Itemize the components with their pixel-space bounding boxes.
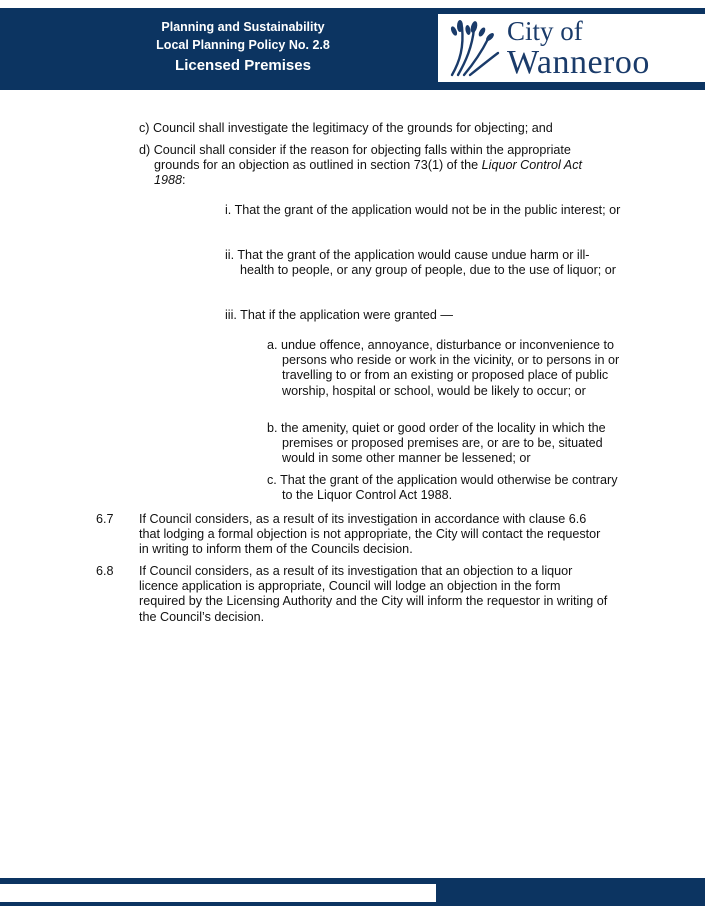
city-logo [438, 14, 705, 82]
item-d-act-title: Liquor Control Act 1988 [154, 158, 582, 188]
alpha-item-b: b. the amenity, quiet or good order of the locality in which the premises or proposed premises are, or are to be, situated would in some other manner be lessened; or [267, 421, 606, 466]
header-department: Planning and Sustainability [161, 20, 325, 34]
roman-item-iii: iii. That if the application were granted — [225, 308, 453, 322]
item-d-text: d) Council shall consider if the reason for objecting falls within the appropriate grounds for an objection as outlined in section 73(1) of the [139, 143, 571, 173]
roman-item-ii: ii. That the grant of the application would cause undue harm or ill-health to people, or any group of people, due to the use of liquor; or [225, 248, 616, 278]
clause-6-7-number: 6.7 [96, 512, 114, 526]
clause-6-8-number: 6.8 [96, 564, 114, 578]
header-title-block [118, 18, 368, 77]
wanneroo-emblem-icon [446, 17, 502, 79]
clause-6-7-text: If Council considers, as a result of its investigation in accordance with clause 6.6 that lodging a formal objection is not appropriate, the City will contact the requestor in writing to inform them of the Councils decision. [139, 512, 601, 557]
footer-white-strip [0, 884, 436, 902]
alpha-item-c: c. That the grant of the application would otherwise be contrary to the Liquor Control Act 1988. [267, 473, 618, 503]
clause-6-8-text: If Council considers, as a result of its investigation that an objection to a liquor licence application is appropriate, Council will lodge an objection in the form required by the Licensing Authority and the City will inform the requestor in writing of the Council’s decision. [139, 564, 608, 624]
roman-item-i: i. That the grant of the application would not be in the public interest; or [225, 203, 621, 217]
alpha-item-a: a. undue offence, annoyance, disturbance or inconvenience to persons who reside or work in the vicinity, or to persons in or travelling to or from an existing or proposed place of public worship, hospital or school, would be likely to occur; or [267, 338, 620, 398]
header-policy-title: Licensed Premises [175, 57, 311, 74]
logo-name-text: Wanneroo [507, 44, 650, 81]
header-policy-number: Local Planning Policy No. 2.8 [156, 38, 330, 52]
item-d-suffix: : [182, 173, 186, 188]
logo-city-text: City of [507, 16, 583, 46]
item-d [139, 143, 616, 189]
item-c: c) Council shall investigate the legitimacy of the grounds for objecting; and [139, 121, 553, 135]
